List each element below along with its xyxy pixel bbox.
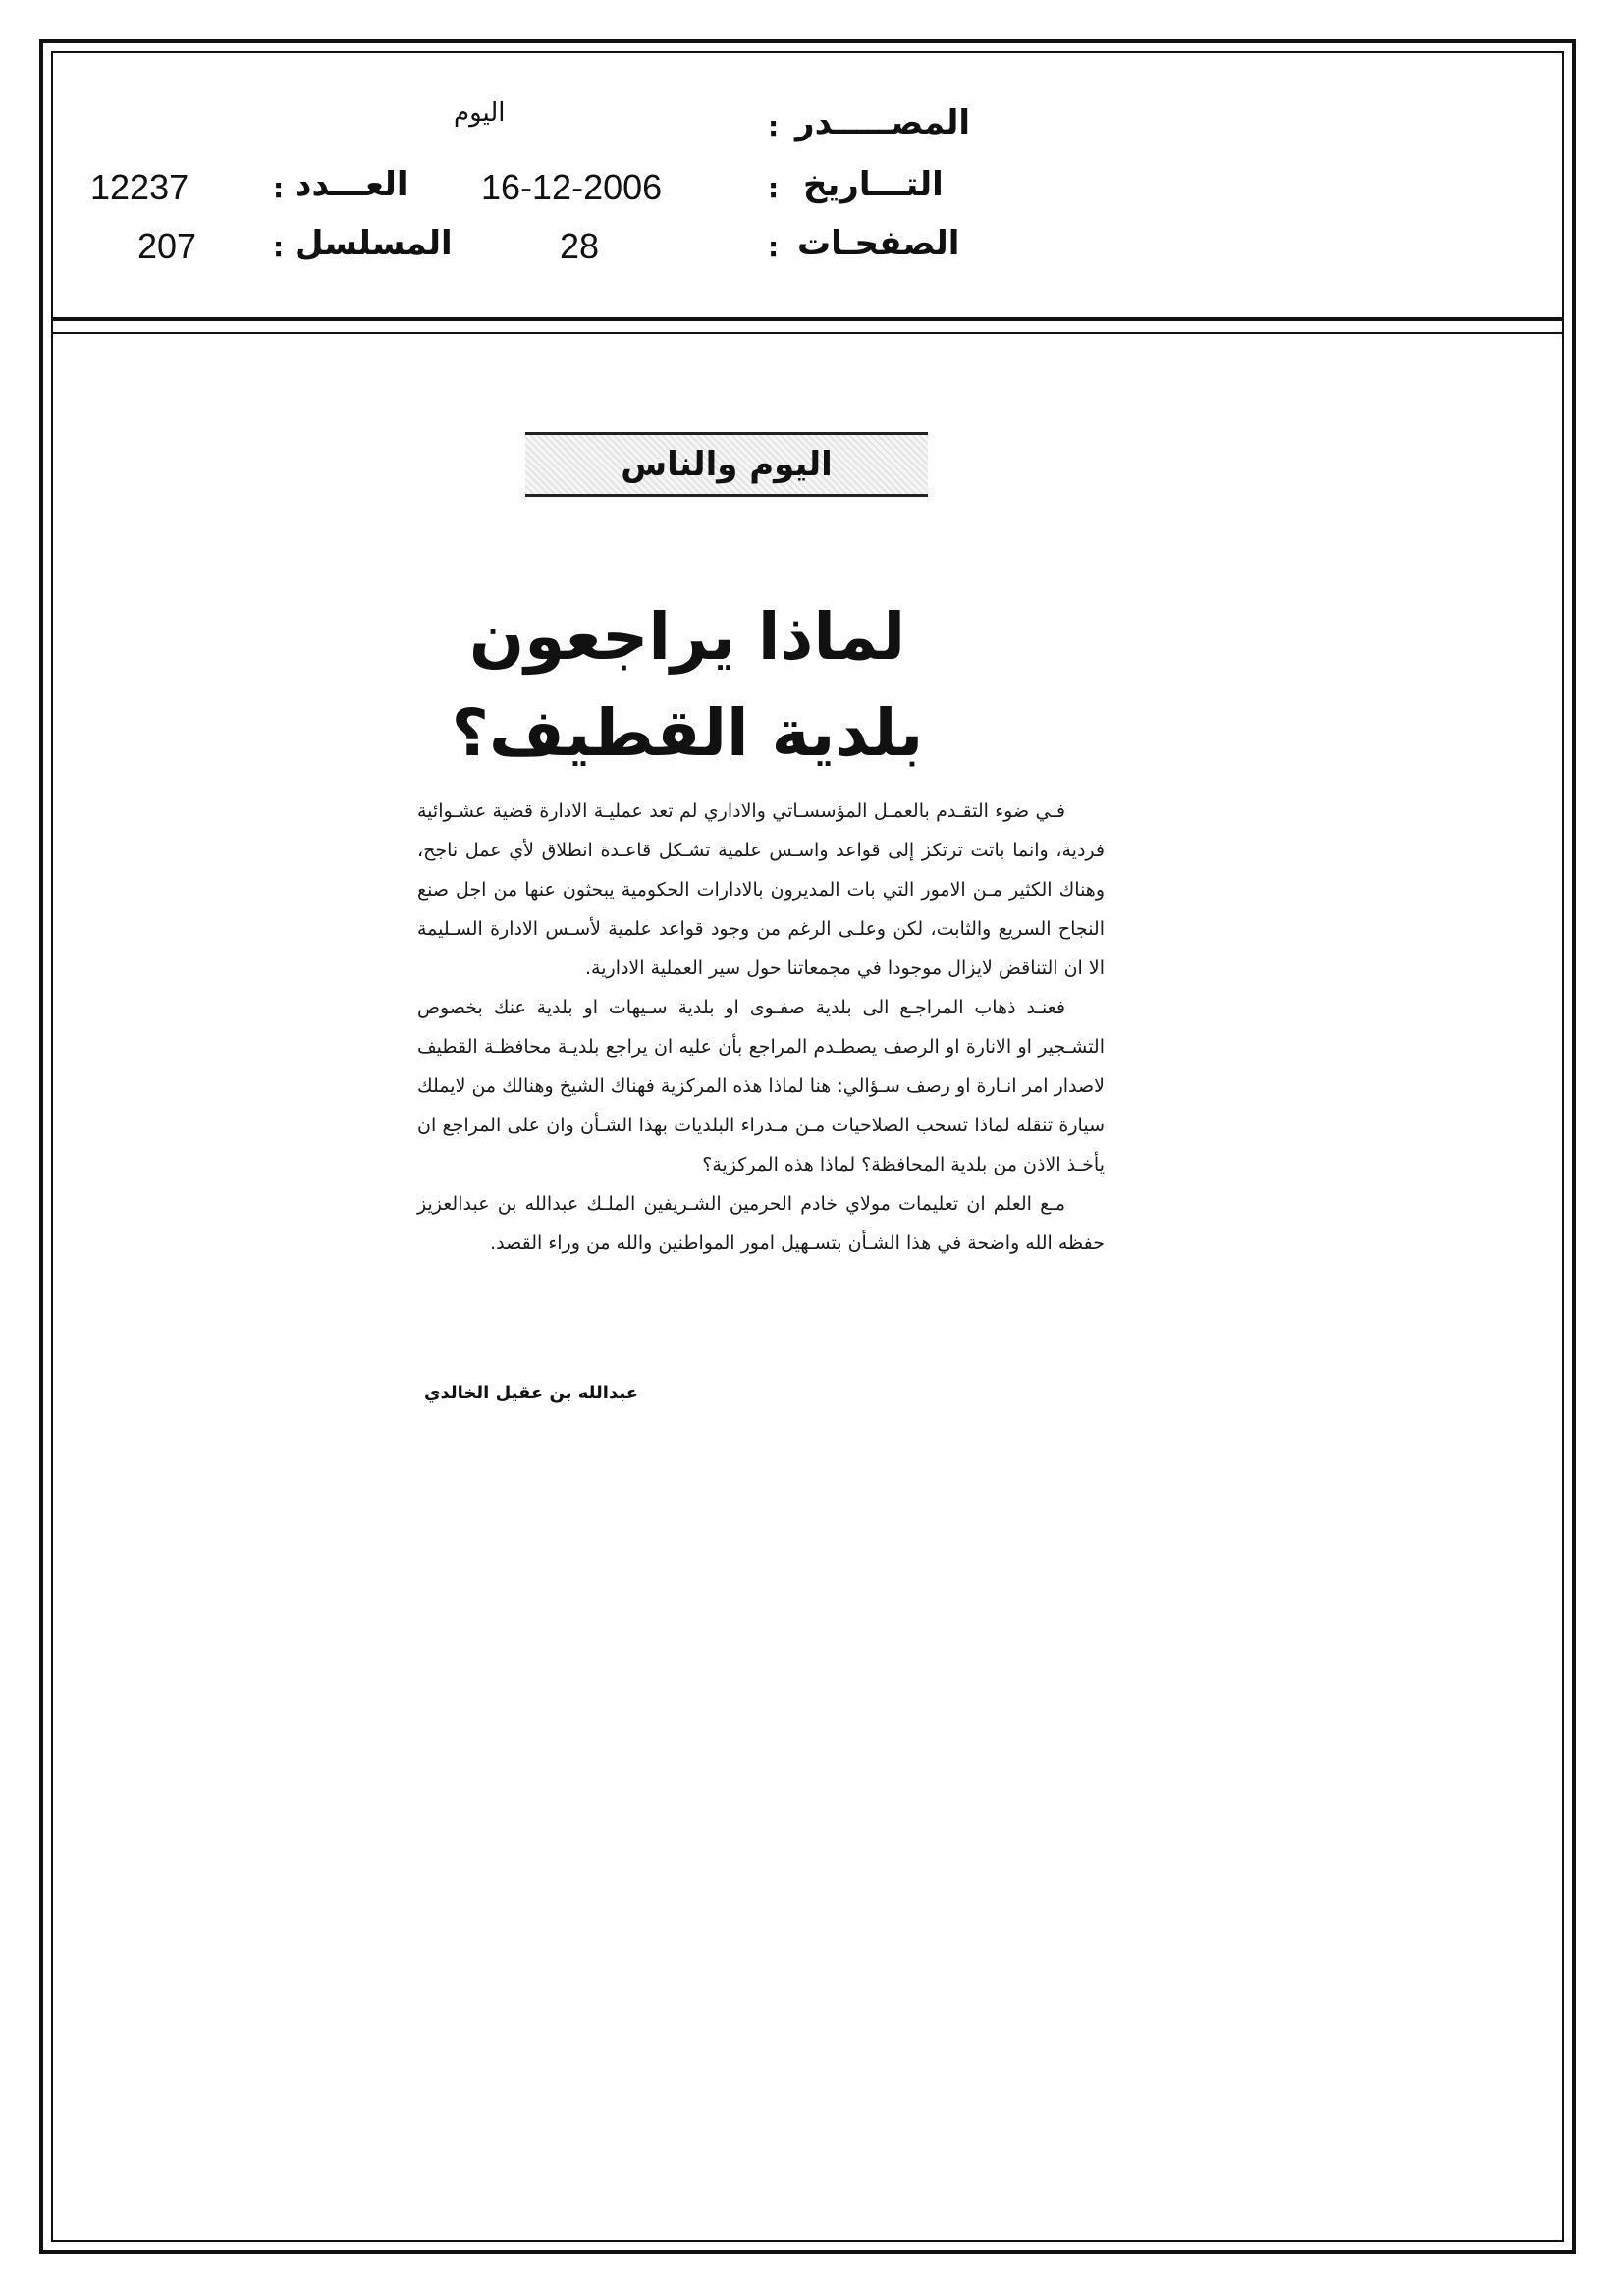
source-colon: : xyxy=(768,110,780,142)
issue-label: العـــدد xyxy=(295,165,408,204)
date-colon: : xyxy=(768,172,780,204)
issue-colon: : xyxy=(273,172,285,204)
serial-colon: : xyxy=(273,231,285,263)
article-title-line-1: لماذا يراجعون xyxy=(468,599,906,675)
article-body xyxy=(417,792,1105,1263)
date-value: 16-12-2006 xyxy=(481,167,663,207)
article-paragraph: فـي ضوء التقـدم بالعمـل المؤسسـاتي والاداري لم تعد عمليـة الادارة قضية عشـوائية فردية، وانما باتت ترتكز إلى قواعد واسـس علمية تشـكل قاعـدة انطلاق لأي عمل ناجح، وهناك الكثير مـن الامور التي بات المديرون بالادارات الحكومية يبحثون عنها من اجل صنع النجاح السريع والثابت، لكن وعلـى الرغم من وجود قواعد علمية لأسـس الادارة السـليمة الا ان التناقض لايزال موجودا في مجمعاتنا حول سير العملية الادارية. xyxy=(417,800,1105,979)
header-divider-thin xyxy=(51,332,1564,334)
pages-colon: : xyxy=(768,231,780,263)
pages-value: 28 xyxy=(560,226,600,266)
source-value: اليوم xyxy=(454,98,506,128)
pages-label: الصفحـات xyxy=(797,224,960,263)
article-byline: عبدالله بن عقيل الخالدي xyxy=(424,1383,638,1403)
serial-label: المسلسل xyxy=(295,224,453,263)
header-divider xyxy=(51,317,1564,321)
article-paragraph: مـع العلم ان تعليمات مولاي خادم الحرمين الشـريفين الملـك عبدالله بن عبدالعزيز حفظه الله واضحة في هذا الشـأن بتسـهيل امور المواطنين والله من وراء القصد. xyxy=(417,1193,1105,1254)
section-title: اليوم والناس xyxy=(621,445,833,484)
source-label: المصـــــدر xyxy=(795,103,971,142)
article-title-line-2: بلدية القطيف؟ xyxy=(451,695,924,771)
issue-value: 12237 xyxy=(90,167,189,207)
serial-value: 207 xyxy=(137,226,197,266)
date-label: التـــاريخ xyxy=(803,165,944,204)
article-paragraph: فعنـد ذهاب المراجـع الى بلدية صفـوى او بلدية سـيهات او بلدية عنك بخصوص التشـجير او الانارة او الرصف يصطـدم المراجع بأن عليه ان يراجع بلديـة محافظـة القطيف لاصدار امر انـارة او رصف سـؤالي: هنا لماذا هذه المركزية فهناك الشيخ وهنالك من لايملك سيارة تنقله لماذا تسحب الصلاحيات مـن مـدراء البلديات بهذا الشـأن وان على المراجع ان يأخـذ الاذن من بلدية المحافظة؟ لماذا هذه المركزية؟ xyxy=(417,997,1105,1175)
